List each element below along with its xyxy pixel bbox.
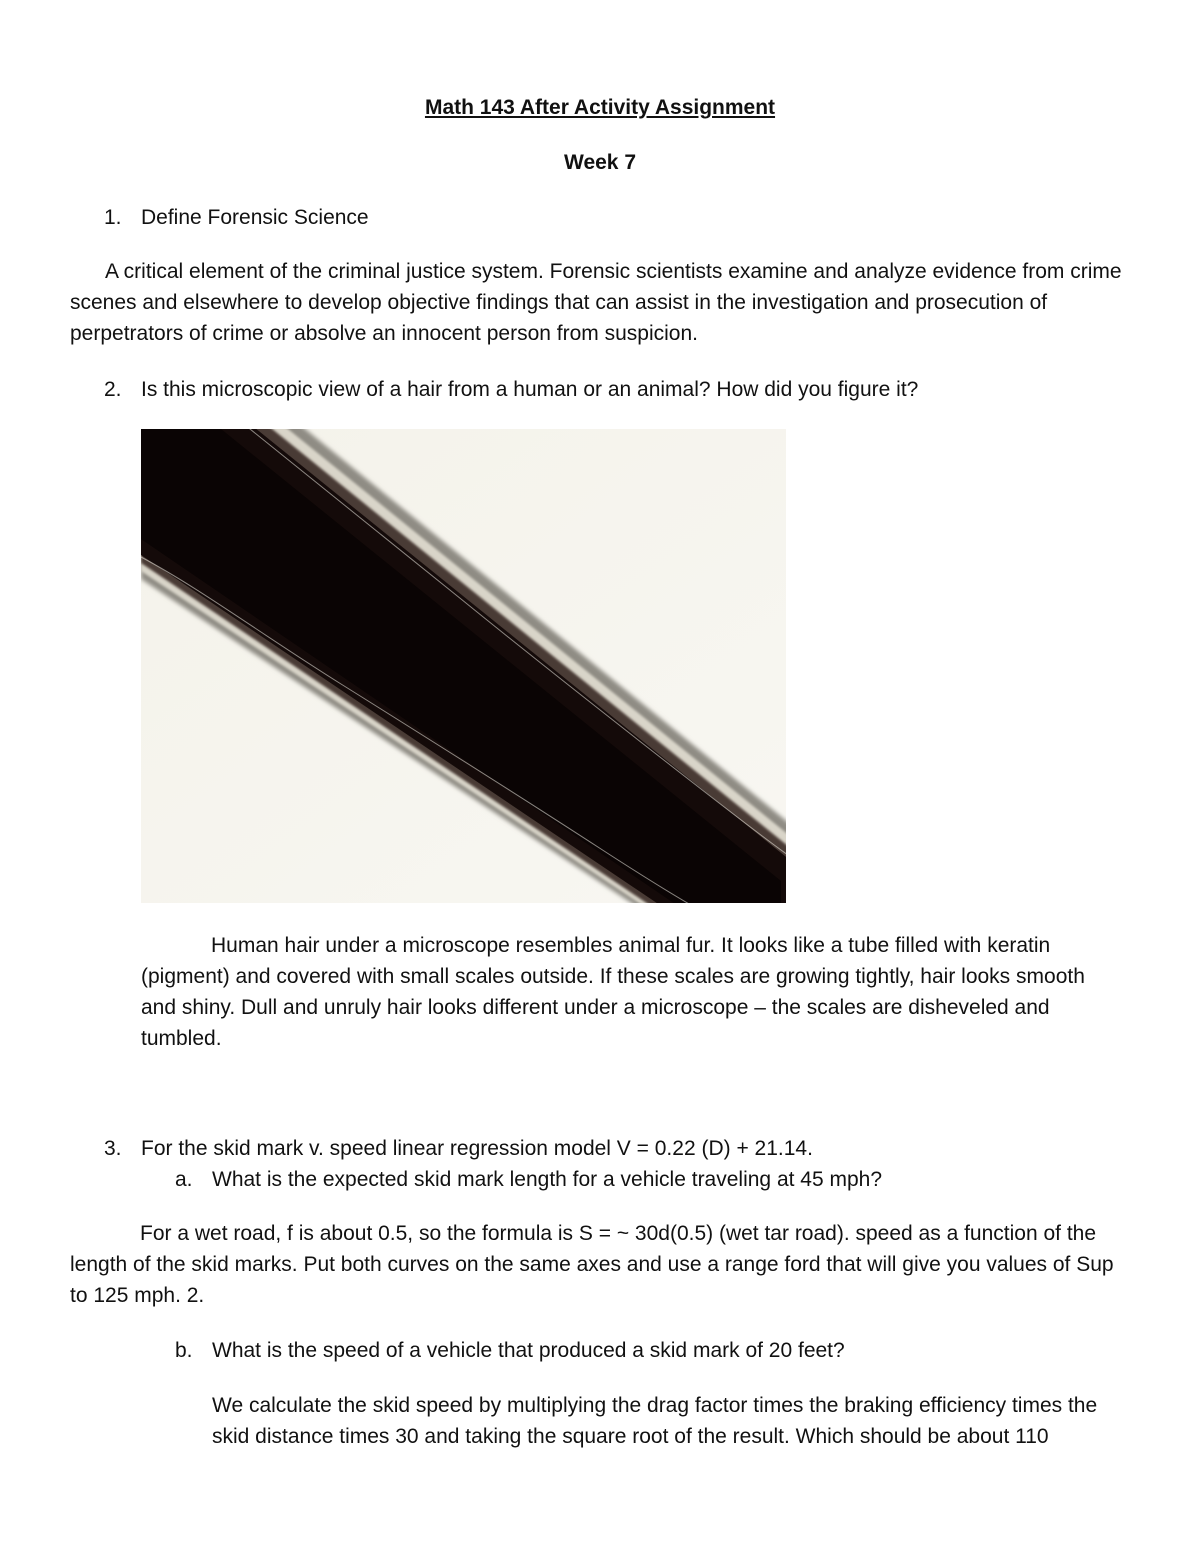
question-3b-text: What is the speed of a vehicle that produced a skid mark of 20 feet? — [212, 1339, 845, 1362]
question-2 — [104, 374, 918, 405]
question-3a — [175, 1164, 882, 1195]
answer-1: A critical element of the criminal justice system. Forensic scientists examine and analyze evidence from crime scenes and elsewhere to develop objective findings that can assist in the investigation and prosecution of perpetrators of crime or absolve an innocent person from suspicion. — [70, 260, 1122, 345]
question-1 — [104, 202, 369, 233]
question-1-number: 1. — [104, 206, 122, 229]
answer-3a: For a wet road, f is about 0.5, so the formula is S = ~ 30d(0.5) (wet tar road). speed as a function of the length of the skid marks. Put both curves on the same axes and use a range ford that will give you values of Sup to 125 mph. 2. — [70, 1222, 1114, 1307]
question-2-text: Is this microscopic view of a hair from a human or an animal? How did you figure it? — [141, 378, 919, 401]
question-2-number: 2. — [104, 378, 122, 401]
page-title: Math 143 After Activity Assignment — [424, 96, 776, 119]
hair-microscope-image — [141, 429, 786, 903]
question-1-text: Define Forensic Science — [141, 206, 369, 229]
question-3-text: For the skid mark v. speed linear regression model V = 0.22 (D) + 21.14. — [141, 1137, 813, 1160]
hair-microscope-illustration — [141, 429, 786, 903]
question-3-number: 3. — [104, 1137, 122, 1160]
page-subtitle: Week 7 — [564, 151, 636, 174]
question-3b — [175, 1335, 845, 1366]
question-3a-text: What is the expected skid mark length for a vehicle traveling at 45 mph? — [212, 1168, 883, 1191]
answer-3b: We calculate the skid speed by multiplying the drag factor times the braking efficiency times the skid distance times 30 and taking the square root of the result. Which should be about 110 — [212, 1394, 1098, 1448]
answer-2: Human hair under a microscope resembles animal fur. It looks like a tube filled with keratin (pigment) and covered with small scales outside. If these scales are growing tightly, hair looks smooth and shiny. Dull and unruly hair looks different under a microscope – the scales are disheveled and tumbled. — [141, 934, 1085, 1050]
question-3a-letter: a. — [175, 1168, 193, 1191]
question-3 — [104, 1133, 813, 1164]
question-3b-letter: b. — [175, 1339, 193, 1362]
